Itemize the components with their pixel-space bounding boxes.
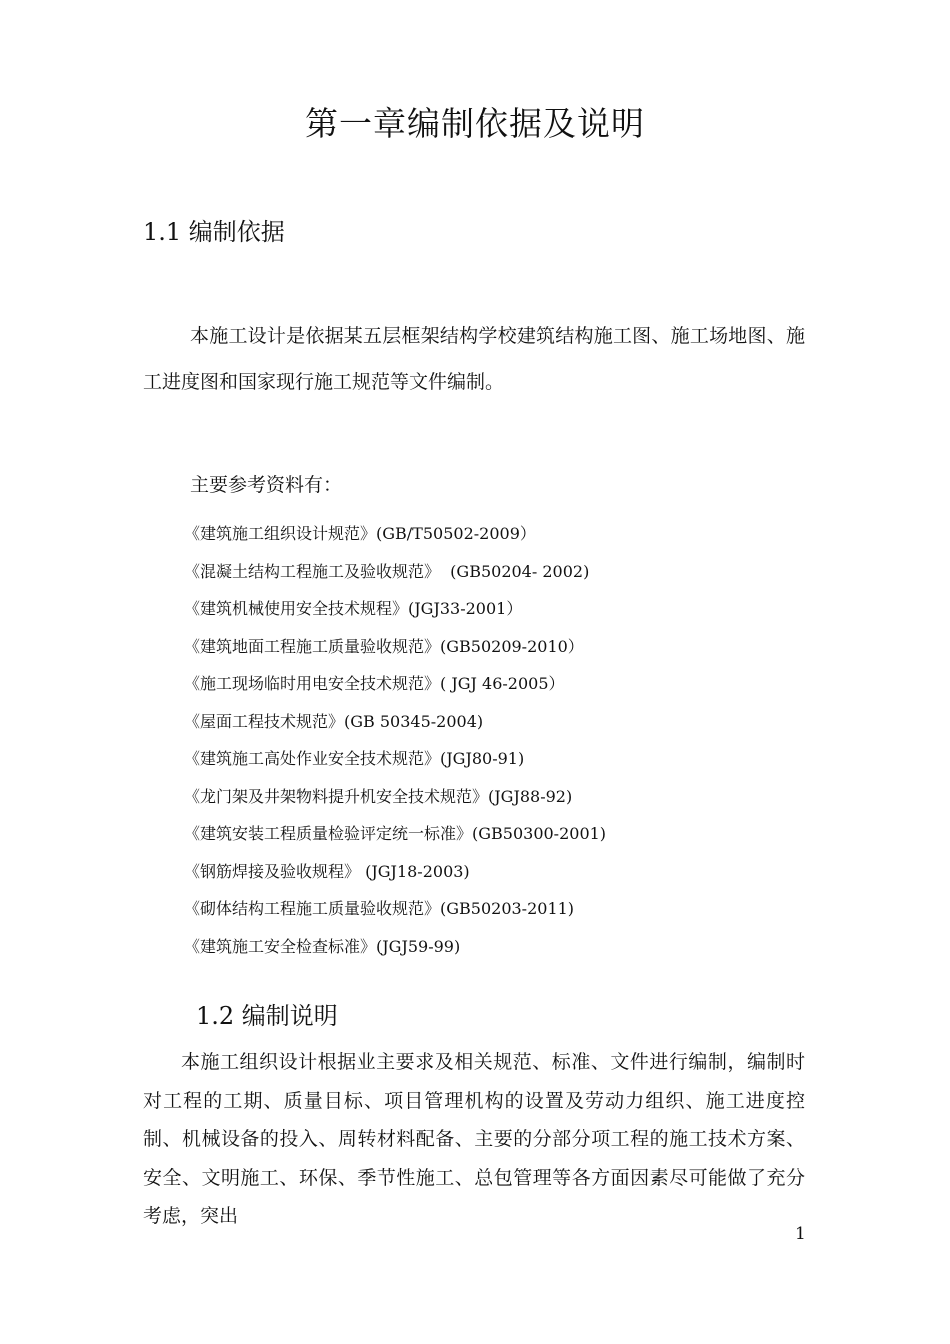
section-heading-1-1: 1.1 编制依据 (143, 218, 285, 246)
reference-item: 《建筑安装工程质量检验评定统一标准》(GB50300-2001) (184, 824, 607, 843)
references-list (184, 515, 606, 965)
references-heading: 主要参考资料有： (190, 474, 343, 496)
reference-item: 《建筑施工组织设计规范》(GB/T50502-2009） (184, 524, 536, 543)
reference-item: 《施工现场临时用电安全技术规范》( JGJ 46-2005） (184, 674, 565, 693)
reference-item: 《砌体结构工程施工质量验收规范》(GB50203-2011) (184, 899, 575, 918)
reference-item: 《龙门架及井架物料提升机安全技术规范》(JGJ88-92) (184, 786, 573, 806)
chapter-title: 第一章编制依据及说明 (305, 104, 645, 143)
page-number: 1 (795, 1224, 806, 1244)
reference-item: 《建筑施工高处作业安全技术规范》(JGJ80-91) (184, 749, 525, 768)
section-1-1-paragraph: 本施工设计是依据某五层框架结构学校建筑结构施工图、施工场地图、施工进度图和国家现行施工规范等文件编制。 (143, 325, 805, 393)
reference-item: 《建筑地面工程施工质量验收规范》(GB50209-2010） (184, 636, 584, 656)
section-heading-1-2: 1.2 编制说明 (196, 1002, 338, 1030)
reference-item: 《混凝土结构工程施工及验收规范》 (GB50204- 2002) (184, 561, 590, 581)
reference-item: 《屋面工程技术规范》(GB 50345-2004) (184, 711, 484, 731)
reference-item: 《建筑机械使用安全技术规程》(JGJ33-2001） (184, 599, 523, 618)
reference-item: 《钢筋焊接及验收规程》 (JGJ18-2003) (184, 861, 470, 881)
section-1-2-paragraph: 本施工组织设计根据业主要求及相关规范、标准、文件进行编制，编制时对工程的工期、质量目标、项目管理机构的设置及劳动力组织、施工进度控制、机械设备的投入、周转材料配备、主要的分部分项工程的施工技术方案、安全、文明施工、环保、季节性施工、总包管理等各方面因素尽可能做了充分考虑，突出 (143, 1051, 805, 1227)
reference-item: 《建筑施工安全检查标准》(JGJ59-99) (184, 936, 461, 956)
